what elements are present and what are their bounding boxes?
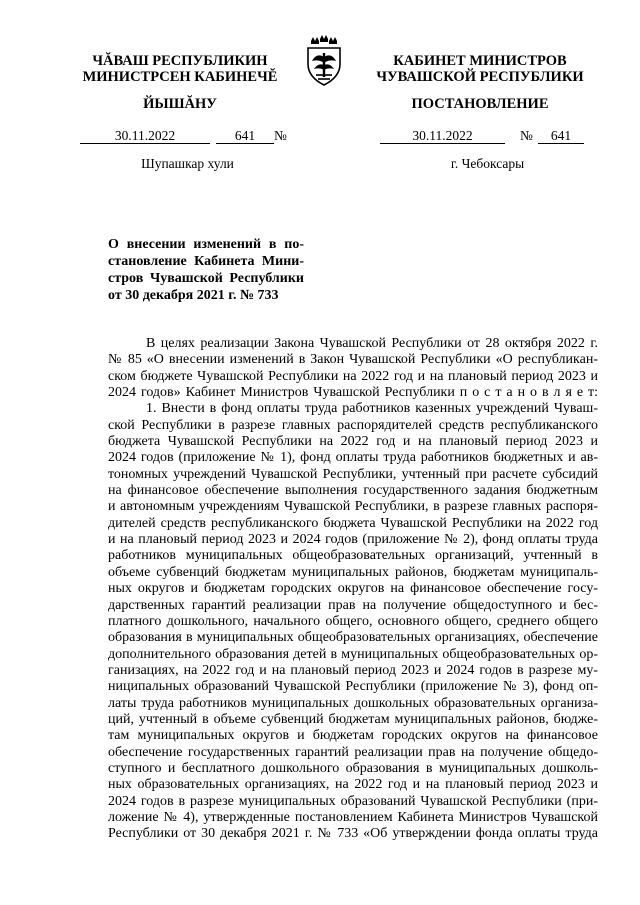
issuer-line-chuvash-2: МИНИСТРСЕН КАБИНЕЧĔ	[82, 69, 278, 85]
number-sign-chuvash: №	[274, 128, 287, 143]
issuer-name-russian	[360, 53, 600, 85]
body-line: объеме субвенций бюджетам муниципальных районов, бюджетам муниципаль-	[108, 564, 598, 580]
body-line: ложение № 4), утвержденные постановлением Кабинета Министров Чувашской	[108, 809, 598, 825]
body-line: дителей средств республиканского бюджета Чувашской Республики на 2022 год	[108, 515, 598, 531]
date-field-chuvash: 30.11.2022	[80, 128, 210, 144]
body-line: 1. Внести в фонд оплаты труда работников казенных учреждений Чуваш-	[146, 401, 598, 417]
issuer-name-chuvash	[70, 53, 290, 85]
document-subject	[108, 236, 304, 304]
issuer-line-chuvash-1: ЧĂВАШ РЕСПУБЛИКИН	[92, 53, 268, 69]
body-line: платного дошкольного, начального общего, основного общего, среднего общего	[108, 613, 598, 629]
place-russian: г. Чебоксары	[450, 156, 525, 171]
body-line: Республики от 30 декабря 2021 г. № 733 «Об утверждении фонда оплаты труда	[108, 826, 598, 842]
body-line: и на плановый период 2023 и 2024 годов (приложение № 2), фонд оплаты труда	[108, 532, 598, 548]
body-line: ций, учтенный в объеме субвенций бюджетам муниципальных районов, бюдже-	[108, 711, 598, 727]
date-number-line-chuvash	[80, 128, 290, 144]
body-line: 2024 годов» Кабинет Министров Чувашской Республики п о с т а н о в л я е т:	[108, 385, 598, 401]
body-line: бюджета Чувашской Республики на 2022 год и на плановый период 2023 и	[108, 434, 598, 450]
body-line: образования в муниципальных общеобразовательных организациях, обеспечение	[108, 630, 598, 646]
subject-line-2: становление Кабинета Мини-	[108, 254, 304, 269]
date-field-russian: 30.11.2022	[380, 128, 505, 144]
subject-line-1: О внесении изменений в по-	[108, 237, 304, 252]
number-sign-russian: №	[520, 128, 533, 143]
body-line: 2024 годов в разрезе муниципальных образований Чувашской Республики (при-	[108, 793, 598, 809]
body-line: ганизациях, на 2022 год и на плановый период 2023 и 2024 годов в разрезе му-	[108, 662, 598, 678]
body-line: ных округов и бюджетам городских округов на финансовое обеспечение госу-	[108, 581, 598, 597]
body-line: дополнительного образования детей в муниципальных общеобразовательных ор-	[108, 646, 598, 662]
body-line: ском бюджете Чувашской Республики на 2022 год и на плановый период 2023 и	[108, 368, 598, 384]
body-line: там муниципальных округов и бюджетам городских округов на финансовое	[108, 728, 598, 744]
issuer-line-russian-2: ЧУВАШСКОЙ РЕСПУБЛИКИ	[376, 69, 584, 85]
body-line: ступного и бесплатного дошкольного образования в муниципальных дошколь-	[108, 760, 598, 776]
doc-type-russian: ПОСТАНОВЛЕНИЕ	[411, 96, 549, 112]
body-line: дарственных гарантий реализации прав на получение общедоступного и бес-	[108, 597, 598, 613]
body-line: 2024 годов (приложение № 1), фонд оплаты труда работников бюджетных и ав-	[108, 450, 598, 466]
number-field-chuvash: 641	[216, 128, 274, 144]
body-line: В целях реализации Закона Чувашской Республики от 28 октября 2022 г.	[146, 336, 598, 351]
body-line: ных образовательных организациях, на 2022 год и на плановый период 2023 и	[108, 777, 598, 793]
body-line: на финансовое обеспечение выполнения государственного задания бюджетным	[108, 483, 598, 499]
body-line: ской Республики в разрезе главных распорядителей средств республиканского	[108, 417, 598, 433]
place-chuvash: Шупашкар хули	[141, 156, 234, 171]
body-line: обеспечение государственных гарантий реализации прав на получение общедо-	[108, 744, 598, 760]
coat-of-arms-emblem	[302, 35, 346, 87]
body-line: ниципальных образований Чувашской Республики (приложение № 3), фонд оп-	[108, 679, 598, 695]
number-field-russian: 641	[538, 128, 584, 144]
date-number-line-russian	[380, 128, 585, 144]
body-line: работников муниципальных общеобразовательных организаций, учтенный в	[108, 548, 598, 564]
subject-line-3: стров Чувашской Республики	[108, 271, 304, 286]
body-line: латы труда работников муниципальных дошкольных образовательных организа-	[108, 695, 598, 711]
subject-line-4: от 30 декабря 2021 г. № 733	[108, 288, 279, 303]
body-line: и автономным учреждениям Чувашской Республики, в разрезе главных распоря-	[108, 499, 598, 515]
document-body	[108, 336, 598, 843]
doc-type-chuvash: ЙЫШĂНУ	[143, 96, 217, 112]
body-line: тономных учреждений Чувашской Республики, учтенный при расчете субсидий	[108, 466, 598, 482]
issuer-line-russian-1: КАБИНЕТ МИНИСТРОВ	[393, 53, 567, 69]
body-line: № 85 «О внесении изменений в Закон Чувашской Республики «О республикан-	[108, 352, 598, 368]
